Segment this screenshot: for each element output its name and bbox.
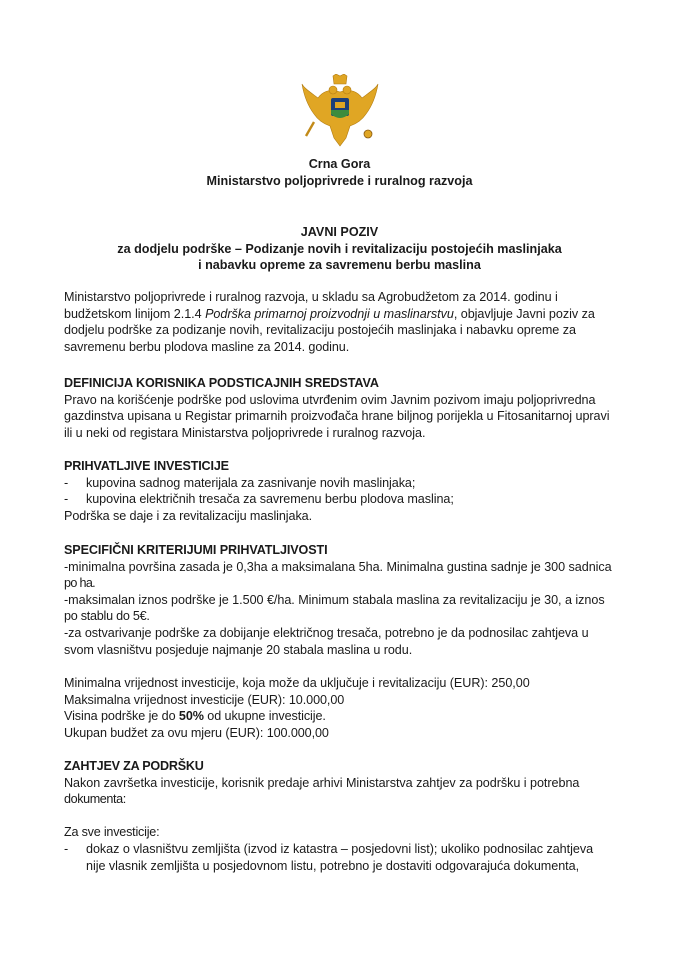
section-line: -maksimalan iznos podrške je 1.500 €/ha. Minimum stabala maslina za revitalizaciju je 30, a iznos (64, 592, 605, 607)
section-vrijednosti (64, 675, 624, 741)
list-item-text: kupovina električnih tresača za savremenu berbu plodova maslina; (86, 492, 454, 507)
section-investicije (64, 458, 624, 524)
spacer (64, 808, 624, 825)
section-kriterijumi (64, 542, 624, 658)
section-line: Pravo na korišćenje podrške pod uslovima utvrđenim ovim Javnim pozivom imaju poljoprivredna (64, 392, 596, 407)
list-item-text: nije vlasnik zemljišta u posjedovnom listu, potrebno je dostaviti odgovarajuća dokumenta, (86, 858, 580, 873)
max-investment: Maksimalna vrijednost investicije (EUR): 10.000,00 (64, 692, 345, 707)
title-heading: JAVNI POZIV (300, 225, 379, 239)
budget-line-name: Podrška primarnoj proizvodnji u maslinarstvu (205, 306, 454, 321)
section-line: po ha. (64, 576, 96, 591)
section-line: Podrška se daje i za revitalizaciju maslinjaka. (64, 508, 312, 523)
bullet: - (64, 841, 69, 856)
header (0, 156, 679, 189)
list-item (64, 491, 624, 508)
section-line: gazdinstva upisana u Registar primarnih proizvođača hrane biljnog porijekla u Fitosanitarnoj upravi (64, 409, 610, 424)
intro-line: dodjelu podrške za podizanje novih, revitalizaciju postojećih maslinjaka i nabavku opreme za (64, 323, 576, 338)
intro-text: , objavljuje Javni poziv za (453, 306, 595, 321)
intro-line (64, 306, 624, 323)
section-line: ili u neki od registara Ministarstva poljoprivrede i ruralnog razvoja. (64, 425, 426, 440)
list-item-text: dokaz o vlasništvu zemljišta (izvod iz katastra – posjedovni list); ukoliko podnosilac zahtjeva (86, 841, 594, 856)
bullet: - (64, 475, 69, 490)
ministry-name: Ministarstvo poljoprivrede i ruralnog razvoja (206, 173, 473, 188)
min-investment: Minimalna vrijednost investicije, koja može da uključuje i revitalizaciju (EUR): 250,00 (64, 676, 530, 690)
country-name: Crna Gora (308, 157, 371, 171)
title-line-2: i nabavku opreme za savremenu berbu maslina (198, 258, 481, 273)
section-heading: SPECIFIČNI KRITERIJUMI PRIHVATLJIVOSTI (64, 543, 328, 557)
section-zahtjev (64, 758, 624, 874)
document-title (0, 224, 679, 274)
list-item-text: kupovina sadnog materijala za zasnivanje novih maslinjaka; (86, 475, 416, 490)
support-percent: 50% (178, 709, 204, 724)
coat-of-arms-icon (300, 74, 380, 148)
intro-paragraph (64, 289, 624, 355)
list-item (64, 475, 624, 492)
section-line: -minimalna površina zasada je 0,3ha a maksimalana 5ha. Minimalna gustina sadnje je 300 sadnica (64, 559, 612, 574)
section-heading: ZAHTJEV ZA PODRŠKU (64, 759, 204, 773)
total-budget: Ukupan budžet za ovu mjeru (EUR): 100.000,00 (64, 725, 329, 740)
support-text: od ukupne investicije. (203, 709, 326, 724)
section-definicija (64, 375, 624, 441)
section-line: Za sve investicije: (64, 825, 160, 840)
support-rate (64, 708, 624, 725)
intro-line: Ministarstvo poljoprivrede i ruralnog razvoja, u skladu sa Agrobudžetom za 2014. godinu i (64, 290, 558, 304)
section-line: po stablu do 5€. (64, 609, 150, 624)
section-line: dokumenta: (64, 792, 126, 807)
intro-line: savremenu berbu plodova masline za 2014. godinu. (64, 339, 350, 354)
section-line: Nakon završetka investicije, korisnik predaje arhivi Ministarstva zahtjev za podršku i potrebna (64, 775, 580, 790)
section-heading: PRIHVATLJIVE INVESTICIJE (64, 459, 229, 473)
section-heading: DEFINICIJA KORISNIKA PODSTICAJNIH SREDSTAVA (64, 376, 379, 390)
bullet: - (64, 492, 69, 507)
section-line: svom vlasništvu posjeduje najmanje 20 stabala maslina u rodu. (64, 642, 413, 657)
intro-text: budžetskom linijom 2.1.4 (64, 306, 206, 321)
title-line-1: za dodjelu podrške – Podizanje novih i revitalizaciju postojećih maslinjaka (117, 241, 562, 256)
section-line: -za ostvarivanje podrške za dobijanje električnog tresača, potrebno je da podnosilac zahtjeva u (64, 625, 589, 640)
support-text: Visina podrške je do (64, 709, 179, 724)
list-item (64, 841, 624, 858)
